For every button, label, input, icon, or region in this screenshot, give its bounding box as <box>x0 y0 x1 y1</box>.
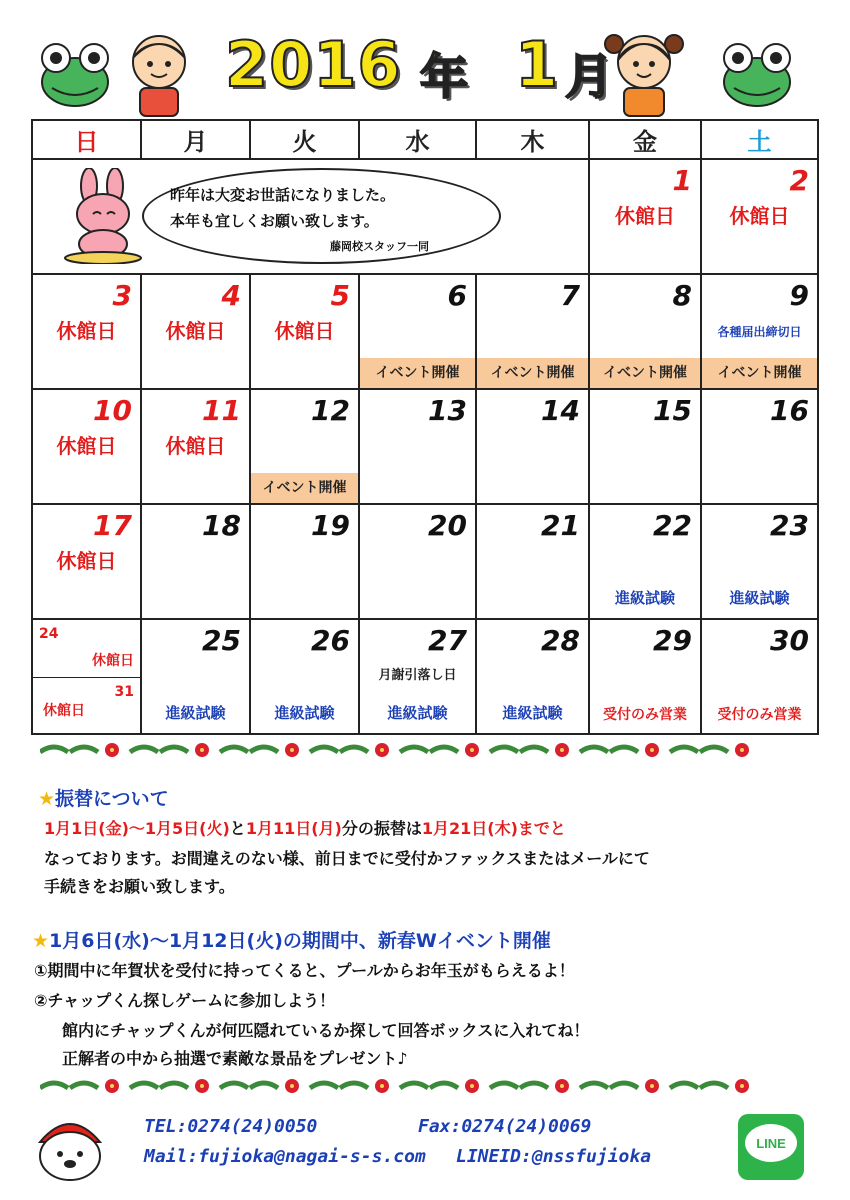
day-number: 19 <box>311 509 350 542</box>
event-label: イベント開催 <box>702 358 817 388</box>
day-number: 28 <box>541 624 580 657</box>
notice2-item-2-line-2: 館内にチャップくんが何匹隠れているか探して回答ボックスに入れてね！ <box>62 1021 590 1040</box>
day-number: 2 <box>789 164 809 197</box>
day-number: 4 <box>221 279 241 312</box>
day-cell-2[interactable] <box>701 159 818 274</box>
exam-label: 進級試験 <box>387 704 448 722</box>
day-number: 27 <box>428 624 467 657</box>
day-cell-5[interactable] <box>250 274 359 389</box>
day-cell-4[interactable] <box>141 274 250 389</box>
closed-label: 休館日 <box>165 434 226 458</box>
weekday-wed: 水 <box>359 120 476 159</box>
weekday-sat: 土 <box>701 120 818 159</box>
weekday-fri: 金 <box>589 120 701 159</box>
day-number: 5 <box>330 279 350 312</box>
weekday-thu: 木 <box>476 120 589 159</box>
notice2-item-2-line-3: 正解者の中から抽選で素敵な景品をプレゼント♪ <box>62 1049 408 1068</box>
day-cell-20[interactable] <box>359 504 476 619</box>
weekday-mon: 月 <box>141 120 250 159</box>
day-cell-25[interactable] <box>141 619 250 734</box>
notice1-line-3: 手続きをお願い致します。 <box>44 877 235 896</box>
day-number: 20 <box>428 509 467 542</box>
line-app-icon[interactable] <box>738 1114 804 1180</box>
day-cell-13[interactable] <box>359 389 476 504</box>
greeting-line-1: 昨年は大変お世話になりました。 <box>170 186 396 204</box>
closed-label-31: 休館日 <box>43 703 85 719</box>
day-number: 8 <box>672 279 692 312</box>
notice1-deadline: 1月21日(木)までと <box>421 819 566 838</box>
day-cell-9[interactable] <box>701 274 818 389</box>
split-divider <box>33 677 140 678</box>
title-month: 1 <box>515 28 559 101</box>
closed-label: 休館日 <box>56 434 117 458</box>
day-number: 21 <box>541 509 580 542</box>
deadline-label: 各種届出締切日 <box>717 325 802 339</box>
event-label: イベント開催 <box>251 473 358 503</box>
title-month-kanji: 月 <box>565 49 614 105</box>
notice2-item-2: ②チャップくん探しゲームに参加しよう！ <box>34 991 336 1010</box>
pine-plum-garland-top <box>40 738 810 762</box>
day-cell-24-31[interactable] <box>32 619 141 734</box>
event-label: イベント開催 <box>360 358 475 388</box>
day-cell-23[interactable] <box>701 504 818 619</box>
day-cell-7[interactable] <box>476 274 589 389</box>
title-year-kanji: 年 <box>420 49 469 105</box>
day-cell-28[interactable] <box>476 619 589 734</box>
frog-right-icon <box>720 40 795 108</box>
closed-label: 休館日 <box>274 319 335 343</box>
day-cell-30[interactable] <box>701 619 818 734</box>
notice2-heading-text: 1月6日(水)～1月12日(火)の期間中、新春Wイベント開催 <box>49 930 551 952</box>
day-cell-15[interactable] <box>589 389 701 504</box>
day-number: 12 <box>311 394 350 427</box>
day-number: 29 <box>653 624 692 657</box>
day-number-24: 24 <box>39 626 59 642</box>
line-badge-label: LINE <box>756 1136 786 1151</box>
day-number-31: 31 <box>114 684 134 700</box>
event-label: イベント開催 <box>477 358 588 388</box>
day-number: 26 <box>311 624 350 657</box>
greeting-signature: 藤岡校スタッフ一同 <box>330 240 429 253</box>
day-number: 18 <box>202 509 241 542</box>
notice1-line-2: なっております。お間違えのない様、前日までに受付かファックスまたはメールにて <box>44 849 650 868</box>
day-number: 6 <box>447 279 467 312</box>
day-number: 9 <box>789 279 809 312</box>
closed-label-24: 休館日 <box>92 653 134 669</box>
notice1-date-range-1: 1月1日(金)～1月5日(火) <box>44 819 230 838</box>
day-cell-17[interactable] <box>32 504 141 619</box>
day-cell-6[interactable] <box>359 274 476 389</box>
calendar-week-3 <box>32 389 818 504</box>
contact-tel: TEL:0274(24)0050 <box>144 1116 318 1137</box>
notice1-date-2: 1月11日(月) <box>245 819 342 838</box>
day-number: 23 <box>770 509 809 542</box>
weekday-tue: 火 <box>250 120 359 159</box>
exam-label: 進級試験 <box>614 589 675 607</box>
day-cell-14[interactable] <box>476 389 589 504</box>
notice1-conjunction: と <box>229 819 246 838</box>
day-number: 30 <box>770 624 809 657</box>
day-number: 7 <box>560 279 580 312</box>
day-number: 15 <box>653 394 692 427</box>
day-cell-26[interactable] <box>250 619 359 734</box>
weekday-sun: 日 <box>32 120 141 159</box>
contact-mail[interactable]: Mail:fujioka@nagai-s-s.com <box>144 1146 426 1167</box>
notice1-heading-text: 振替について <box>55 788 169 810</box>
day-number: 13 <box>428 394 467 427</box>
day-number: 3 <box>112 279 132 312</box>
calendar-week-4 <box>32 504 818 619</box>
day-number: 16 <box>770 394 809 427</box>
frog-left-icon <box>38 40 113 108</box>
greeting-line-2: 本年も宜しくお願い致します。 <box>170 212 379 230</box>
day-cell-18[interactable] <box>141 504 250 619</box>
calendar-week-2 <box>32 274 818 389</box>
day-cell-22[interactable] <box>589 504 701 619</box>
contact-fax: Fax:0274(24)0069 <box>418 1116 592 1137</box>
calendar-week-5 <box>32 619 818 734</box>
event-label: イベント開催 <box>590 358 700 388</box>
day-cell-8[interactable] <box>589 274 701 389</box>
day-number: 22 <box>653 509 692 542</box>
day-number: 14 <box>541 394 580 427</box>
day-number: 11 <box>202 394 241 427</box>
notice2-heading: ★1月6日(水)～1月12日(火)の期間中、新春Wイベント開催 <box>32 930 551 952</box>
day-number: 1 <box>672 164 692 197</box>
day-cell-16[interactable] <box>701 389 818 504</box>
reception-only-label: 受付のみ営業 <box>603 707 687 723</box>
closed-label: 休館日 <box>56 319 117 343</box>
contact-line-id: LINEID:@nssfujioka <box>456 1146 652 1167</box>
closed-label: 休館日 <box>165 319 226 343</box>
closed-label: 休館日 <box>615 204 675 228</box>
exam-label: 進級試験 <box>165 704 226 722</box>
day-cell-3[interactable] <box>32 274 141 389</box>
title-year: 2016 <box>225 28 402 101</box>
notice2-item-1: ①期間中に年賀状を受付に持ってくると、プールからお年玉がもらえるよ！ <box>34 961 575 980</box>
exam-label: 進級試験 <box>729 589 790 607</box>
closed-label: 休館日 <box>729 204 790 228</box>
rabbit-character-icon <box>59 168 149 264</box>
day-cell-21[interactable] <box>476 504 589 619</box>
day-number: 10 <box>93 394 132 427</box>
exam-label: 進級試験 <box>502 704 563 722</box>
day-cell-12[interactable] <box>250 389 359 504</box>
day-number: 25 <box>202 624 241 657</box>
day-cell-29[interactable] <box>589 619 701 734</box>
weekday-header-row <box>32 120 818 159</box>
notice1-line-1 <box>44 816 566 839</box>
day-cell-10[interactable] <box>32 389 141 504</box>
exam-label: 進級試験 <box>274 704 335 722</box>
day-number: 17 <box>93 509 132 542</box>
reception-only-label: 受付のみ営業 <box>717 707 802 723</box>
day-cell-19[interactable] <box>250 504 359 619</box>
mascot-face-icon <box>34 1112 106 1184</box>
page-title <box>225 28 625 108</box>
notice1-text: 分の振替は <box>341 819 422 838</box>
day-cell-11[interactable] <box>141 389 250 504</box>
pine-plum-garland-bottom <box>40 1074 810 1098</box>
notice1-heading: ★振替について <box>38 788 169 810</box>
closed-label: 休館日 <box>56 549 117 573</box>
day-cell-1[interactable] <box>589 159 701 274</box>
debit-label: 月謝引落し日 <box>378 668 457 683</box>
day-cell-27[interactable] <box>359 619 476 734</box>
boy-character-icon <box>120 30 198 118</box>
